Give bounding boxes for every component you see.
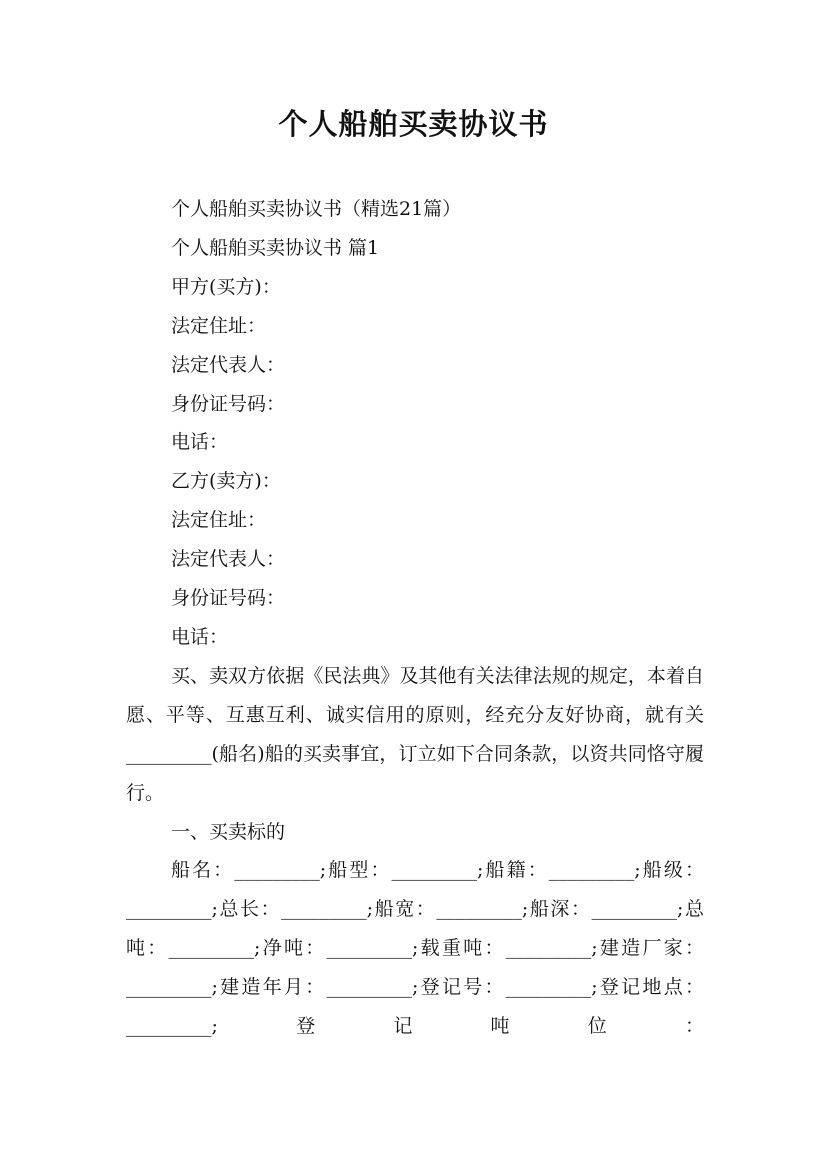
party-b-representative: 法定代表人： [171, 548, 286, 571]
party-a-phone: 电话： [171, 431, 229, 454]
party-b-address: 法定住址： [171, 509, 267, 532]
party-a-id-number: 身份证号码： [171, 392, 286, 415]
party-b-label: 乙方(卖方)： [171, 470, 281, 493]
party-b-id-number: 身份证号码： [171, 587, 286, 610]
party-a-label: 甲方(买方)： [171, 275, 281, 298]
party-a-address: 法定住址： [171, 314, 267, 337]
party-b-phone: 电话： [171, 625, 229, 648]
section-heading-line: 个人船舶买卖协议书 篇1 [171, 236, 380, 259]
section-1-heading: 一、买卖标的 [171, 820, 286, 843]
document-title: 个人船舶买卖协议书 [278, 107, 549, 141]
party-a-representative: 法定代表人： [171, 353, 286, 376]
document-body [126, 190, 704, 1046]
vessel-details-paragraph: 船名：_________;船型：_________;船籍：_________;船级：_________;总长：_________;船宽：_________;船深：_________;总吨：_________;净吨：_________;载重吨：_________;建造厂家：_________;建造年月：_________;登记号：_________;登记地点：_________;登记吨位： [126, 859, 704, 1038]
preamble-paragraph: 买、卖双方依据《民法典》及其他有关法律法规的规定，本着自愿、平等、互惠互利、诚实信用的原则，经充分友好协商，就有关_________(船名)船的买卖事宜，订立如下合同条款，以资共同恪守履行。 [126, 664, 704, 804]
subtitle-line: 个人船舶买卖协议书（精选21篇） [171, 198, 462, 220]
